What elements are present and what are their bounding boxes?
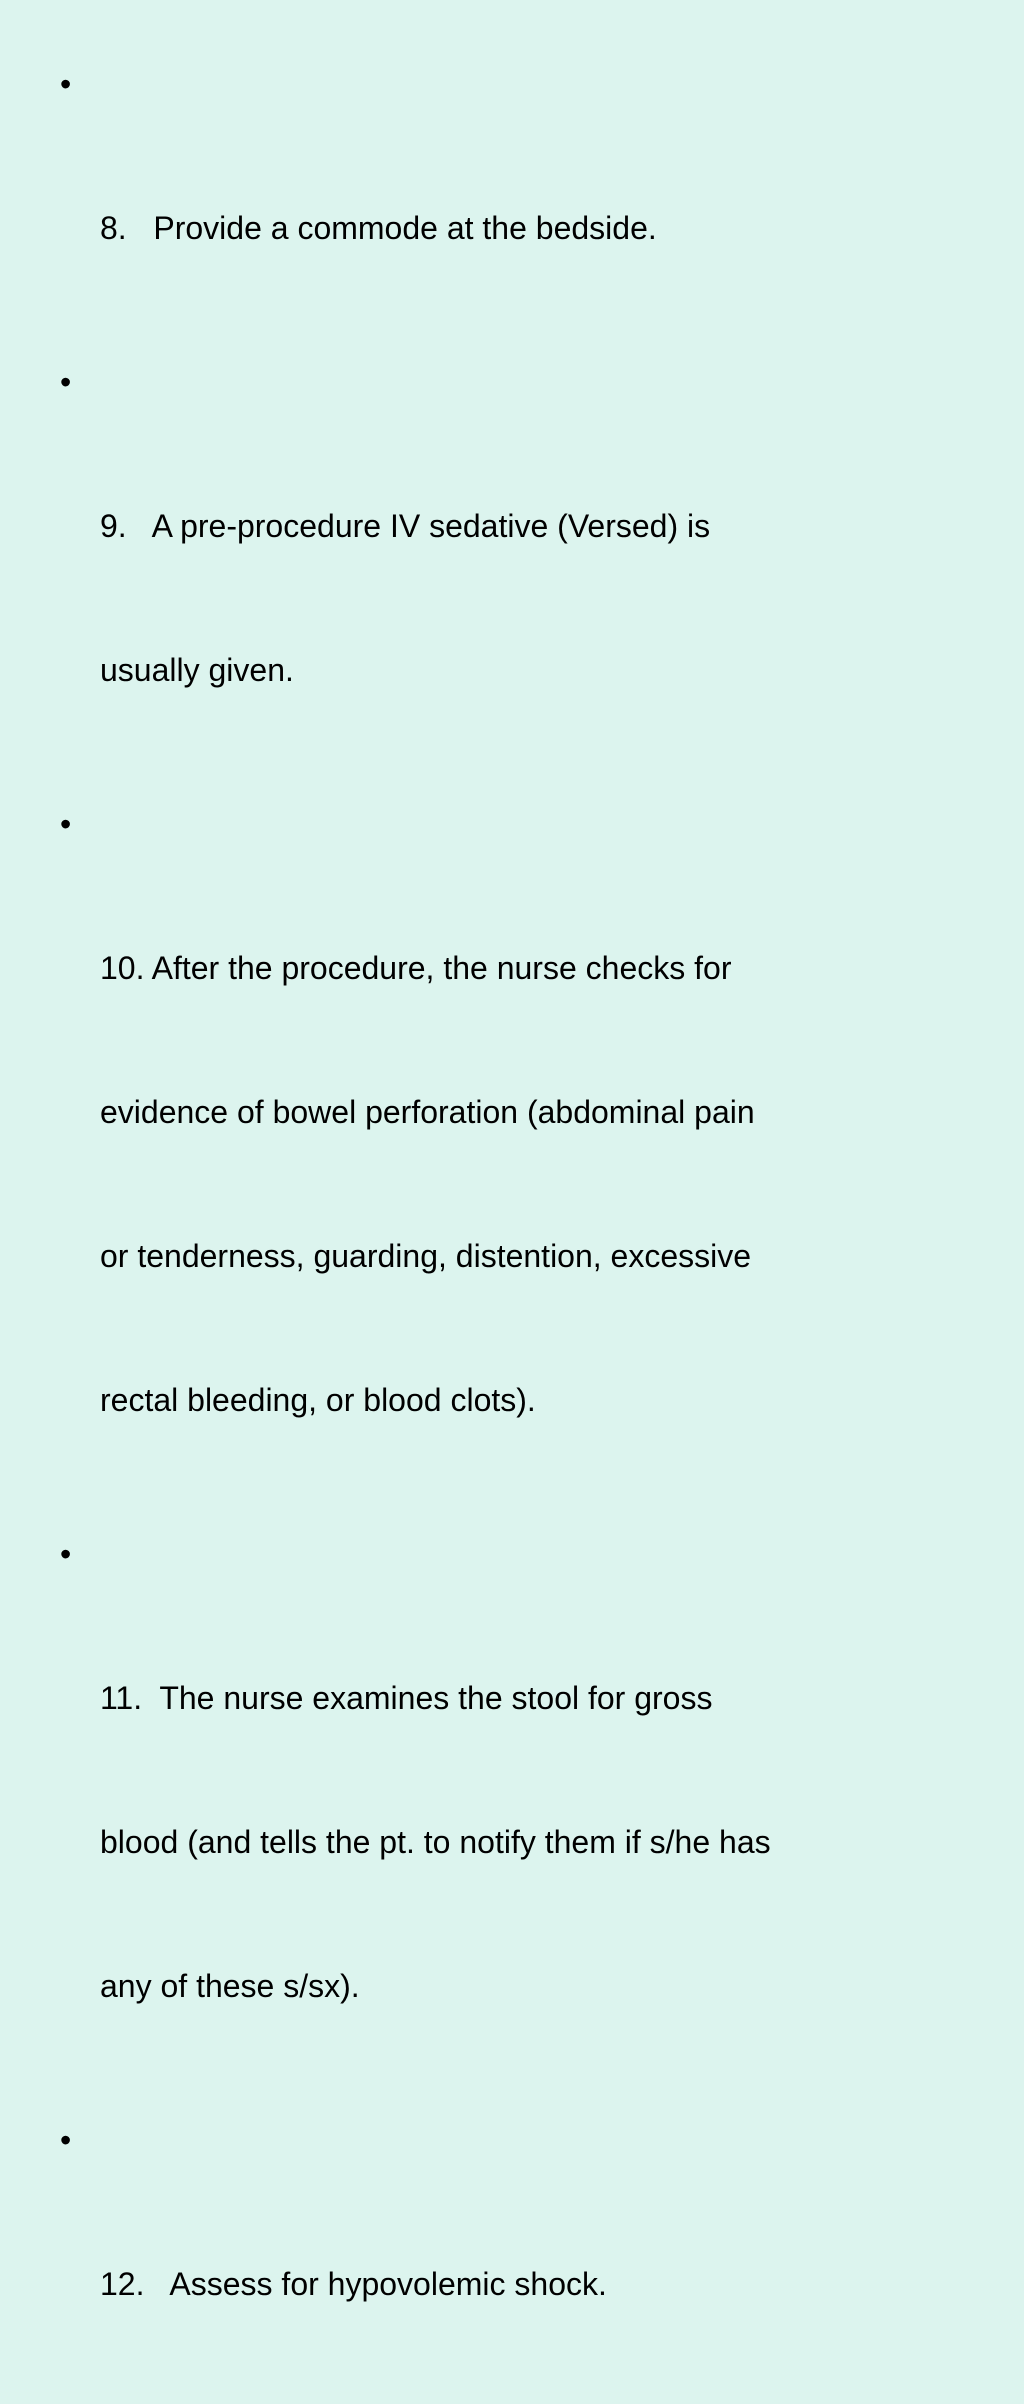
bullet-text-line: any of these s/sx).	[100, 1968, 360, 2004]
bullet-text-line: 10. After the procedure, the nurse checks for	[100, 950, 732, 986]
bullet-item-11	[60, 1530, 944, 2106]
bullet-text-line: or tenderness, guarding, distention, excessive	[100, 1238, 752, 1274]
bullet-icon: •	[60, 66, 72, 102]
bullet-icon: •	[60, 806, 72, 842]
bullet-icon: •	[60, 2122, 72, 2158]
bullet-text-line: blood (and tells the pt. to notify them if s/he has	[100, 1824, 771, 1860]
bullet-item-9	[60, 358, 944, 790]
bullet-icon: •	[60, 364, 72, 400]
bullet-list	[60, 60, 944, 2404]
bullet-text-line: 12. Assess for hypovolemic shock.	[100, 2266, 607, 2302]
bullet-text-line: rectal bleeding, or blood clots).	[100, 1382, 536, 1418]
bullet-text-line: 9. A pre-procedure IV sedative (Versed) is	[100, 508, 711, 544]
bullet-item-8	[60, 60, 944, 348]
bullet-item-12	[60, 2116, 944, 2404]
bullet-item-10	[60, 800, 944, 1520]
bullet-text-line: usually given.	[100, 652, 294, 688]
bullet-text-line: evidence of bowel perforation (abdominal pain	[100, 1094, 755, 1130]
bullet-icon: •	[60, 1536, 72, 1572]
bullet-text-line: 8. Provide a commode at the bedside.	[100, 210, 657, 246]
bullet-text-line: 11. The nurse examines the stool for gross	[100, 1680, 713, 1716]
